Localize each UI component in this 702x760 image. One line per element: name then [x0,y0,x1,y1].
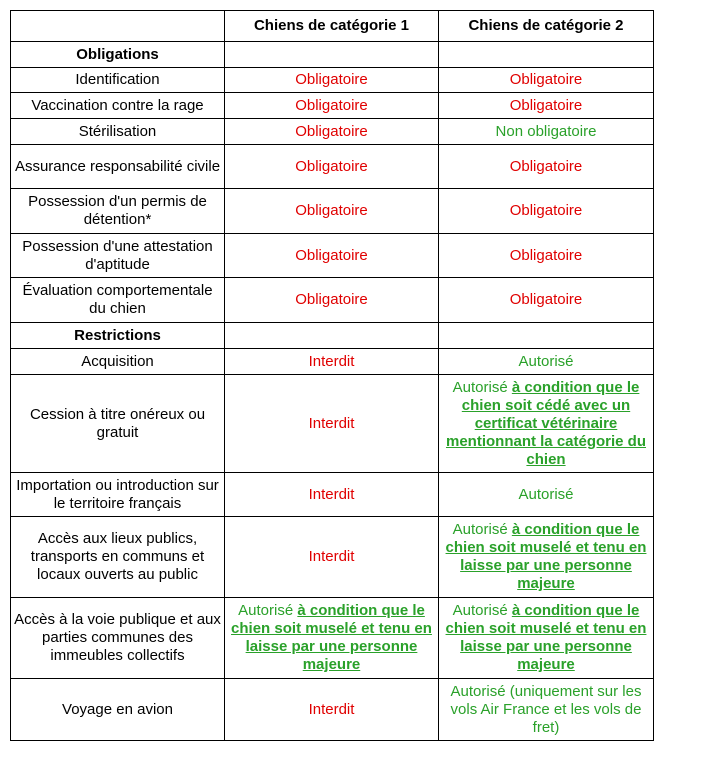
cell-category-2: Obligatoire [439,145,654,189]
cell-prefix: Autorisé [452,602,508,619]
cell-category-2 [439,375,654,473]
cell-prefix: Autorisé [452,521,508,538]
section-title-obligations: Obligations [11,42,225,68]
cell-category-2: Autorisé (uniquement sur les vols Air France et les vols de fret) [439,679,654,741]
table-row [11,349,654,375]
empty-cell [225,42,439,68]
cell-category-2: Obligatoire [439,189,654,234]
cell-category-2: Obligatoire [439,278,654,323]
row-label: Possession d'un permis de détention* [11,189,225,234]
table-row [11,68,654,93]
header-category-1: Chiens de catégorie 1 [225,11,439,42]
cell-condition: à condition que le chien soit cédé avec un certificat vétérinaire mentionnant la catégorie du chien [445,378,647,468]
cell-category-1: Interdit [225,517,439,598]
cell-condition: à condition que le chien soit muselé et tenu en laisse par une personne majeure [231,602,432,673]
cell-category-2: Obligatoire [439,93,654,119]
cell-category-2: Obligatoire [439,234,654,278]
cell-prefix: Autorisé [238,602,294,619]
section-row-obligations [11,42,654,68]
cell-category-2: Non obligatoire [439,119,654,145]
cell-category-2: Autorisé [439,473,654,517]
cell-category-1 [225,598,439,679]
empty-cell [225,323,439,349]
cell-category-2 [439,517,654,598]
cell-category-2: Autorisé [439,349,654,375]
table-row [11,145,654,189]
row-label: Importation ou introduction sur le territoire français [11,473,225,517]
section-title-restrictions: Restrictions [11,323,225,349]
cell-condition: à condition que le chien soit muselé et tenu en laisse par une personne majeure [445,602,647,673]
table-row [11,679,654,741]
cell-category-1: Obligatoire [225,278,439,323]
header-row [11,11,654,42]
header-category-2: Chiens de catégorie 2 [439,11,654,42]
cell-category-1: Obligatoire [225,119,439,145]
row-label: Assurance responsabilité civile [11,145,225,189]
cell-category-1: Interdit [225,375,439,473]
table-row [11,278,654,323]
row-label: Évaluation comportementale du chien [11,278,225,323]
dog-category-table [10,10,654,741]
empty-cell [439,323,654,349]
row-label: Stérilisation [11,119,225,145]
cell-category-2: Obligatoire [439,68,654,93]
row-label: Cession à titre onéreux ou gratuit [11,375,225,473]
header-empty-cell [11,11,225,42]
row-label: Accès à la voie publique et aux parties communes des immeubles collectifs [11,598,225,679]
row-label: Vaccination contre la rage [11,93,225,119]
table-row [11,119,654,145]
row-label: Identification [11,68,225,93]
table-row [11,93,654,119]
cell-category-1: Interdit [225,679,439,741]
table-row [11,189,654,234]
cell-category-1: Interdit [225,473,439,517]
cell-category-1: Interdit [225,349,439,375]
row-label: Voyage en avion [11,679,225,741]
row-label: Accès aux lieux publics, transports en communs et locaux ouverts au public [11,517,225,598]
row-label: Possession d'une attestation d'aptitude [11,234,225,278]
section-row-restrictions [11,323,654,349]
table-row [11,598,654,679]
cell-category-2 [439,598,654,679]
cell-category-1: Obligatoire [225,189,439,234]
empty-cell [439,42,654,68]
cell-category-1: Obligatoire [225,93,439,119]
table-row [11,375,654,473]
row-label: Acquisition [11,349,225,375]
cell-category-1: Obligatoire [225,68,439,93]
table-row [11,234,654,278]
table-row [11,473,654,517]
table-row [11,517,654,598]
cell-condition: à condition que le chien soit muselé et tenu en laisse par une personne majeure [445,521,647,592]
cell-category-1: Obligatoire [225,145,439,189]
cell-prefix: Autorisé [452,378,508,396]
cell-category-1: Obligatoire [225,234,439,278]
